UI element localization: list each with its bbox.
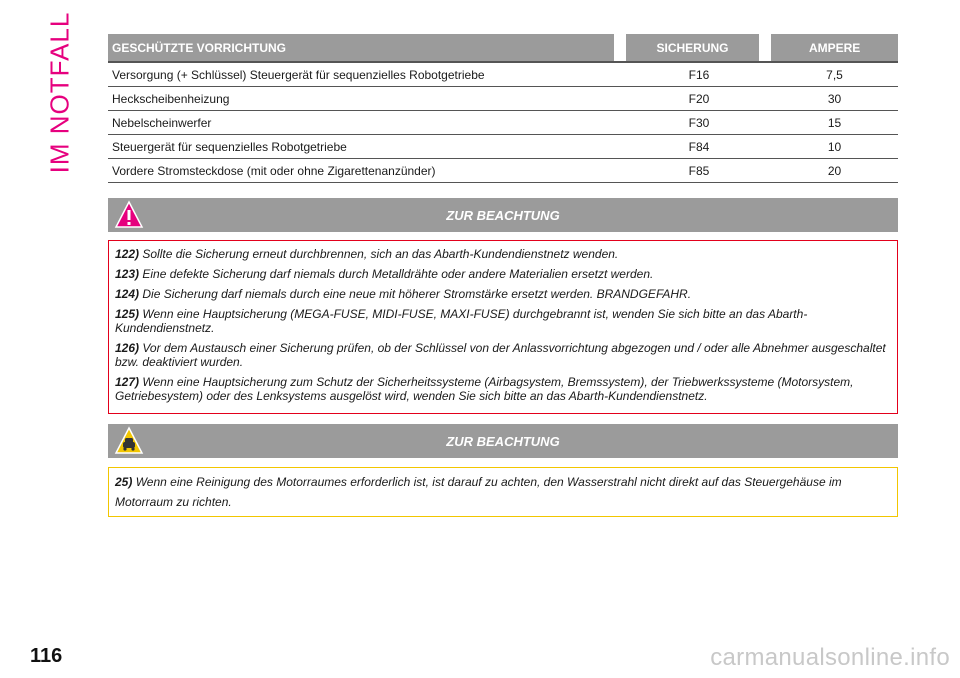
cell-device: Heckscheibenheizung [112,91,230,106]
section-side-title [38,11,82,174]
list-item: 125) Wenn eine Hauptsicherung (MEGA-FUSE, MIDI-FUSE, MAXI-FUSE) durchgebrannt ist, wenden Sie sich bitte an das Abarth-Kundendienstnetz. [115,307,808,335]
cell-device: Versorgung (+ Schlüssel) Steuergerät für sequenzielles Robotgetriebe [112,67,485,82]
cell-ampere: 7,5 [826,67,843,82]
cell-fuse: F30 [688,115,710,130]
header-device: GESCHÜTZTE VORRICHTUNG [108,34,614,61]
warning-notice-header [108,198,898,232]
list-item: 124) Die Sicherung darf niemals durch eine neue mit höherer Stromstärke ersetzt werden. BRANDGEFAHR. [115,287,692,301]
warning-notice-body [108,240,898,414]
page-number: 116 [30,645,63,667]
list-item: 126) Vor dem Austausch einer Sicherung prüfen, ob der Schlüssel von der Anlassvorrichtung abgezogen und / oder alle Abnehmer ausgeschaltet bzw. deaktiviert wurden. [115,341,886,369]
cell-fuse: F84 [688,139,710,154]
caution-notice-title: ZUR BEACHTUNG [446,433,560,449]
warning-triangle-icon [114,200,144,235]
cell-fuse: F85 [688,163,710,178]
watermark: carmanualsonline.info [710,644,950,671]
cell-device: Nebelscheinwerfer [112,115,212,130]
table-row [108,159,898,183]
table-header-row [108,34,898,61]
table-row [108,111,898,135]
cell-ampere: 20 [827,163,842,178]
list-item: 25) Wenn eine Reinigung des Motorraumes erforderlich ist, ist darauf zu achten, den Wasserstrahl nicht direkt auf das Steuergehäuse im Motorraum zu richten. [115,475,842,509]
cell-fuse: F20 [688,91,710,106]
cell-fuse: F16 [688,67,710,82]
warning-notice-title: ZUR BEACHTUNG [446,207,560,223]
cell-device: Steuergerät für sequenzielles Robotgetriebe [112,139,347,154]
car-caution-icon [114,426,144,461]
caution-notice-header [108,424,898,458]
cell-ampere: 30 [827,91,842,106]
header-fuse: SICHERUNG [626,34,760,61]
list-item: 127) Wenn eine Hauptsicherung zum Schutz der Sicherheitssysteme (Airbagsystem, Bremssystem), der Triebwerkssysteme (Motorsystem, Getriebesystem) oder des Lenksystems ausgelöst wird, wenden Sie sich bitte an das Abarth-Kundendienstnetz. [115,375,854,403]
table-row [108,135,898,159]
header-ampere: AMPERE [771,34,898,61]
caution-notice-body [108,467,898,517]
list-item: 122) Sollte die Sicherung erneut durchbrennen, sich an das Abarth-Kundendienstnetz wenden. [115,247,619,261]
cell-ampere: 15 [827,115,842,130]
cell-ampere: 10 [827,139,842,154]
table-row [108,87,898,111]
cell-device: Vordere Stromsteckdose (mit oder ohne Zigarettenanzünder) [112,163,436,178]
table-row [108,63,898,87]
section-title-text: IM NOTFALL [44,11,75,174]
list-item: 123) Eine defekte Sicherung darf niemals durch Metalldrähte oder andere Materialien ersetzt werden. [115,267,654,281]
fuse-table [108,34,898,183]
